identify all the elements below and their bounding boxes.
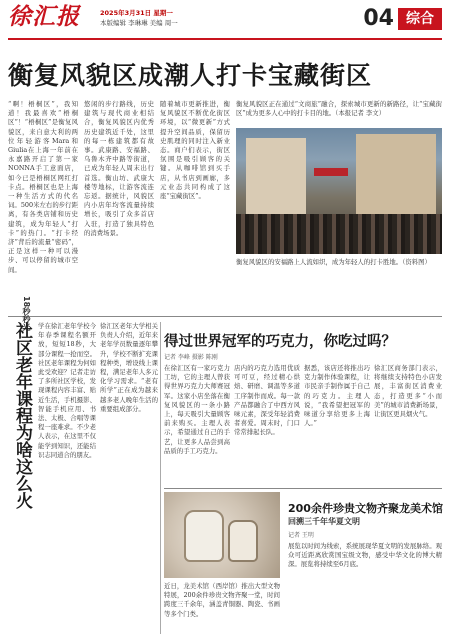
museum-column-1: 近日，龙美术馆（西岸馆）推出大型文物特展，200余件珍贵文物齐聚一堂，时间跨度三千余年，涵盖青铜器、陶瓷、书画等多个门类。 <box>164 582 280 618</box>
masthead-rule <box>8 38 442 40</box>
street-photo <box>236 128 442 254</box>
museum-column-2: 展览以时间为线索，系统展现华夏文明的发展脉络。观众可近距离欣赏国宝级文物，感受中华文化的博大精深。展览将持续至6月底。 <box>288 542 442 569</box>
left-story-kicker: 18秒秒光 <box>22 296 31 332</box>
chocolate-column-4: 徐汇区商务部门表示，将继续支持特色小店发展，丰富街区消费业态，打造更多“小而美”的城市消费新场景，让街区更具烟火气。 <box>374 364 442 419</box>
chocolate-column-1: 在徐汇区有一家巧克力工坊，它的主理人曾获得世界巧克力大师赛冠军。这家小店坐落在衡复风貌区的一条小路上，每天吸引大量顾客前来购买。主理人表示，希望通过自己的手艺，让更多人品尝到高品质的手工巧克力。 <box>164 364 230 455</box>
lead-headline: 衡复风貌区成潮人打卡宝藏街区 <box>8 61 373 90</box>
left-story-body-2: 徐汇区老年大学相关负责人介绍，近年来老年学员数量逐年攀升，学校不断扩充课程种类，增设线上课程，满足老年人多元化学习需求。“老有所学”正在成为越来越多老人晚年生活的重要组成部分。 <box>100 322 158 413</box>
masthead-info <box>100 8 178 28</box>
chocolate-headline: 得过世界冠军的巧克力，你吃过吗？ <box>164 334 396 350</box>
page-number: 04 <box>363 6 394 31</box>
chocolate-column-2: 店内的巧克力选用优质可可豆，经过精心烘焙、研磨、调温等多道工序制作而成。每一款产品都融合了中西方风味元素，深受年轻消费者喜爱。周末时，门口常常排起长队。 <box>234 364 300 437</box>
lead-column-4: 衡复风貌区正在通过“文商旅”融合，探索城市更新的新路径，让“宝藏街区”成为更多人心中的打卡目的地。（本报记者 李文） <box>236 100 442 118</box>
chocolate-byline: 记者 李峰 摄影 陈刚 <box>164 354 218 361</box>
museum-subhead: 回溯三千年华夏文明 <box>288 517 360 526</box>
artifact-photo <box>164 492 280 578</box>
lead-column-2: 悠闲的步行路线，历史建筑与现代商业相结合，衡复风貌区内优秀历史建筑近千处，这里的每一栋建筑都有故事。武康路、安福路、乌鲁木齐中路等街道，已成为年轻人周末出行首选。衡山坊、武康大楼等地标，让游客流连忘返。据统计，风貌区内小店年均客流量持续增长，吸引了众多首店入驻，打造了独具特色的消费场景。 <box>84 100 154 237</box>
museum-headline: 200余件珍贵文物齐聚龙美术馆 <box>288 502 443 515</box>
column-divider <box>160 322 161 634</box>
lead-column-1: “啊！梧桐区”，我知道！我最喜欢“梧桐区”！“梧桐区”是衡复风貌区，来自意大利的两位年轻游客Mara和Giulia在上海一年前在永嘉路开启了第一家NONNA手工意面店，如今已是梧桐区网红打卡点。梧桐区也是上海一种生活方式的代名词。500米左右的步行距离，有各类店铺和历史建筑，成为年轻人“打卡”的热门。“打卡经济”背后的流量“密码”，正是这样一种可以漫步、可以停留的城市空间。 <box>8 100 78 274</box>
left-story-body: 学在徐汇老年学校今年春季课程名额开放，短短18秒，大部分课程一抢而空。社区老年课程为何如此受欢迎？记者走访了多所社区学校，发现课程内容丰富、贴近生活，手机摄影、智能手机应用、书法、太极、合唱等课程一座难求。不少老人表示，在这里不仅能学到知识，还能结识志同道合的朋友。 <box>38 322 96 459</box>
issue-date: 2025年3月31日 星期一 <box>100 9 173 17</box>
chocolate-column-3: 据悉，该店还将推出巧克力制作体验课程，让市民亲手制作属于自己的巧克力。主理人说，“我希望把冠军的味道分享给更多上海人。” <box>304 364 370 428</box>
photo-caption: 衡复风貌区的安福路上人流如织，成为年轻人的打卡胜地。（资料图） <box>236 258 431 266</box>
lead-column-3: 随着城市更新推进，衡复风貌区不断优化街区环境，以“微更新”方式提升空间品质，保留历史肌理的同时注入新业态。商户们表示，街区氛围是吸引顾客的关键。从咖啡馆到买手店，从书店到画廊，多元业态共同构成了这座“宝藏街区”。 <box>160 100 230 201</box>
section-divider <box>8 316 442 317</box>
left-story-headline: 社区老年课程为啥这么火 <box>12 322 32 509</box>
section-label: 综合 <box>398 8 442 30</box>
story-divider <box>164 488 442 489</box>
newspaper-logo: 徐汇报 <box>8 3 80 30</box>
museum-byline: 记者 王明 <box>288 532 314 539</box>
masthead <box>8 4 442 38</box>
editor-credits: 本版编辑 李琳琳 美编 周一 <box>100 19 178 27</box>
